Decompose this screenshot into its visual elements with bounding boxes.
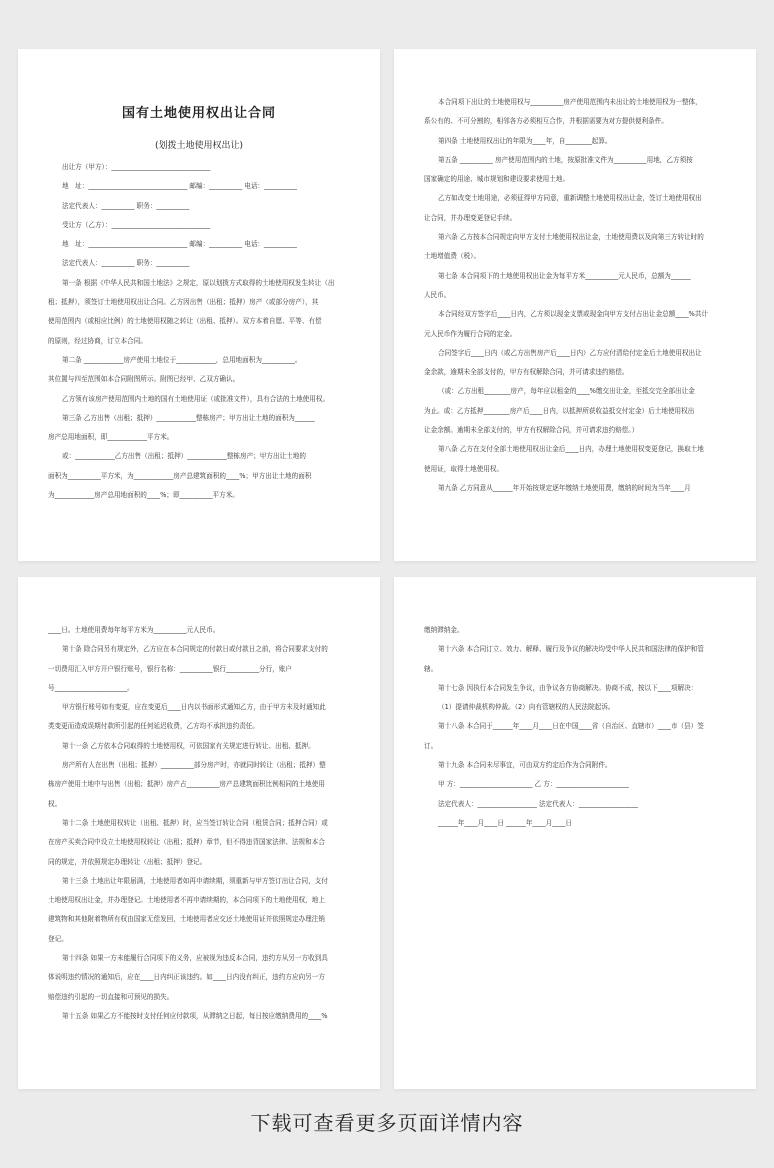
text-line: 租；抵押），须签订土地使用权出让合同。乙方因出售（出租；抵押）房产（或部分房产），其 xyxy=(48,298,319,307)
text-line: 权。 xyxy=(48,799,62,808)
text-line: 第七条 本合同项下的土地使用权出让金为每平方米__________元人民币，总额为______ xyxy=(438,271,691,280)
text-line: 第十五条 如果乙方不能按时支付任何应付款项，从滞纳之日起，每日按应缴纳费用的____% xyxy=(62,1011,328,1020)
text-line: 本合同项下出让的土地使用权与__________房产使用范围内未出让的土地使用权为一整体， xyxy=(438,98,702,106)
text-line: 赔偿违约引起的一切直接和可预见的损失。 xyxy=(48,992,174,1001)
text-line: 的原则，经过协商，订立本合同。 xyxy=(48,336,147,345)
text-line: 登记。 xyxy=(48,934,68,943)
text-line: 一切费用汇入甲方开户银行账号，银行名称：__________银行__________分行，账户 xyxy=(48,664,292,673)
text-line: 辖。 xyxy=(424,664,438,673)
text-line: 系公有的、不可分割的，相邻各方必须相互合作，并根据需要为对方提供便利条件。 xyxy=(424,117,668,126)
text-line: ______年____月____日 ______年____月____日 xyxy=(438,818,572,827)
text-line: 合同签字后____日内（或乙方出售房产后____日内）乙方应付清给付定金后土地使用权出让 xyxy=(438,348,702,357)
text-line: 金余款，逾期未全部支付的，甲方有权解除合同，并可请求违约赔偿。 xyxy=(424,368,629,377)
text-line: 订。 xyxy=(424,741,438,750)
text-line: 类变更而造成误期付款所引起的任何延迟收费，乙方均不承担违约责任。 xyxy=(48,722,259,731)
text-line: 乙方如改变土地用途，必须征得甲方同意，重新调整土地使用权出让金，签订土地使用权出 xyxy=(438,194,702,203)
text-line: 甲方银行账号如有变更，应在变更后____日内以书面形式通知乙方，由于甲方未及时通知此 xyxy=(62,703,326,712)
document-title: 国有土地使用权出让合同 xyxy=(121,106,276,121)
text-line: 建筑物和其他附着物所有权由国家无偿发回，土地使用者应交还土地使用证并依照规定办理注销 xyxy=(48,915,325,924)
text-line: 第五条 __________ 房产使用范围内的土地，按原批准文件为__________用地，乙方须按 xyxy=(438,155,693,164)
text-line: 其位置与四至范围如本合同附图所示。附图已经甲、乙双方确认。 xyxy=(48,375,240,384)
text-line: 号______________________。 xyxy=(48,683,134,692)
text-line: 第十三条 土地出让年限届满，土地使用者如再申请续期，须重新与甲方签订出让合同，支付 xyxy=(62,876,328,885)
text-line: 第十七条 因执行本合同发生争议，由争议各方协商解决。协商不成，按以下____项解决： xyxy=(438,683,698,692)
text-line: 国家确定的用途、城市规划和建设要求使用土地。 xyxy=(424,175,570,184)
document-page-4 xyxy=(394,577,756,1089)
text-line: 第十八条 本合同于______年____月____日在中国____省（自治区、直辖市）____市（县）签 xyxy=(438,722,704,731)
document-page-2 xyxy=(394,49,756,561)
text-line: 第二条 ____________房产使用土地位于____________，总用地面积为__________。 xyxy=(62,355,302,364)
text-line: 甲 方：______________________ 乙 方：______________________ xyxy=(438,780,629,789)
page-body xyxy=(48,621,358,1026)
text-line: 出让方（甲方）：______________________________ xyxy=(62,163,211,171)
text-line: 乙方领有该房产使用范围内土地的国有土地使用证（或批准文件），具有合法的土地使用权。 xyxy=(62,394,330,403)
page-body xyxy=(48,158,358,505)
text-line: 受让方（乙方）：______________________________ xyxy=(62,220,211,229)
document-page-1 xyxy=(18,49,380,561)
text-line: 为止。或：乙方抵押________房产后____日内，以抵押所获收益抵交付定金）后土地使用权出 xyxy=(424,406,695,415)
text-line: 第一条 根据《中华人民共和国土地法》之规定，原以划拨方式取得的土地使用权发生转让（出 xyxy=(62,278,335,287)
text-line: 第十一条 乙方依本合同取得的土地使用权，可依国家有关规定进行转让、出租、抵押。 xyxy=(62,741,315,750)
text-line: 地 址：______________________________ 邮编：__________ 电话：__________ xyxy=(62,240,297,249)
text-line: 第十九条 本合同未尽事宜，可由双方约定后作为合同附件。 xyxy=(438,761,612,770)
text-line: 土地增值费（税）。 xyxy=(424,252,481,261)
text-line: 第八条 乙方在支付全部土地使用权出让金后____日内，办理土地使用权变更登记，换取土地 xyxy=(438,445,704,454)
text-line: 面积为__________平方米，为____________房产总建筑面积的____%；甲方出让土地的面积 xyxy=(48,471,312,480)
text-line: 第十条 除合同另有规定外，乙方应在本合同规定的付款日或付款日之前，将合同要求支付的 xyxy=(62,645,328,654)
text-line: 第四条 土地使用权出让的年限为____年，自________起算。 xyxy=(438,136,612,145)
text-line: 房产所有人在出售（出租；抵押）__________部分房产时，亦就同时转让（出租；抵押）整 xyxy=(62,761,326,770)
text-line: 为____________房产总用地面积的____%；即__________平方米。 xyxy=(48,491,239,500)
text-line: ____日。土地使用费每年每平方米为__________元人民币。 xyxy=(48,626,220,634)
text-line: 体说明违约情况的通知后，应在____日内纠正该违约。如____日内没有纠正，违约方应向另一方 xyxy=(48,973,325,982)
document-subtitle: (划拨土地使用权出让) xyxy=(154,141,244,151)
text-line: 缴纳滞纳金。 xyxy=(424,626,464,634)
text-line: 法定代表人：__________ 职务：__________ xyxy=(62,259,190,268)
text-line: 地 址：______________________________ 邮编：__________ 电话：__________ xyxy=(62,182,297,191)
text-line: 让金余额。逾期未全部支付的，甲方有权解除合同，并可请求违约赔偿。） xyxy=(424,426,639,435)
text-line: 法定代表人：__________ 职务：__________ xyxy=(62,201,190,210)
text-line: 或：____________乙方出售（出租；抵押）____________整栋房产；甲方出让土地的 xyxy=(62,452,306,461)
text-line: 第九条 乙方同意从______年开始按规定逐年缴纳土地使用费，缴纳的时间为当年____月 xyxy=(438,483,691,492)
text-line: 土地使用权出让金，并办理登记。土地使用者不再申请续期的，本合同项下的土地使用权，地上 xyxy=(48,896,325,905)
text-line: 让合同，并办理变更登记手续。 xyxy=(424,213,517,222)
text-line: 栋房产使用土地中与出售（出租；抵押）房产占__________房产总建筑面积比例相同的土地使用 xyxy=(48,780,325,789)
text-line: （1）提请仲裁机构仲裁。（2）向有管辖权的人民法院起诉。 xyxy=(438,703,615,712)
page-body xyxy=(424,621,734,833)
text-line: 本合同经双方签字后____日内，乙方须以现金支票或现金向甲方支付占出让金总额____%共计 xyxy=(438,310,709,319)
text-line: 使用证，取得土地使用权。 xyxy=(424,464,504,473)
text-line: 第十六条 本合同订立、效力、解释、履行及争议的解决均受中华人民共和国法律的保护和管 xyxy=(438,645,704,654)
document-page-3 xyxy=(18,577,380,1089)
text-line: 在房产买卖合同中设立土地使用权转让（出租；抵押）章节，但不得违背国家法律、法规和本合 xyxy=(48,838,325,847)
text-line: 同的规定，并依照规定办理转让（出租；抵押）登记。 xyxy=(48,857,207,866)
text-line: 第十四条 如果一方未能履行合同项下的义务，应被视为违反本合同，违约方从另一方收到具 xyxy=(62,954,328,963)
text-line: 房产总用地面积，即____________平方米。 xyxy=(48,433,174,442)
text-line: 人民币。 xyxy=(424,290,451,299)
text-line: 第三条 乙方出售（出租；抵押）____________整栋房产；甲方出让土地的面积为______ xyxy=(62,413,315,422)
text-line: （或：乙方出租________房产，每年应以租金的____%缴交出让金，至抵交完全部出让金 xyxy=(438,387,695,396)
download-more-caption: 下载可查看更多页面详情内容 xyxy=(250,1111,524,1135)
text-line: 第六条 乙方按本合同规定向甲方支付土地使用权出让金，土地使用费以及向第三方转让时的 xyxy=(438,233,704,242)
text-line: 使用范围内（或相应比例）的土地使用权随之转让（出租、抵押）。双方本着自愿、平等、有偿 xyxy=(48,317,322,326)
text-line: 第十二条 土地使用权转让（出租、抵押）时，应当签订转让合同（租赁合同；抵押合同）或 xyxy=(62,818,328,827)
text-line: 元人民币作为履行合同的定金。 xyxy=(424,329,517,338)
text-line: 法定代表人：__________________ 法定代表人：__________________ xyxy=(438,799,638,808)
page-body xyxy=(424,93,734,498)
